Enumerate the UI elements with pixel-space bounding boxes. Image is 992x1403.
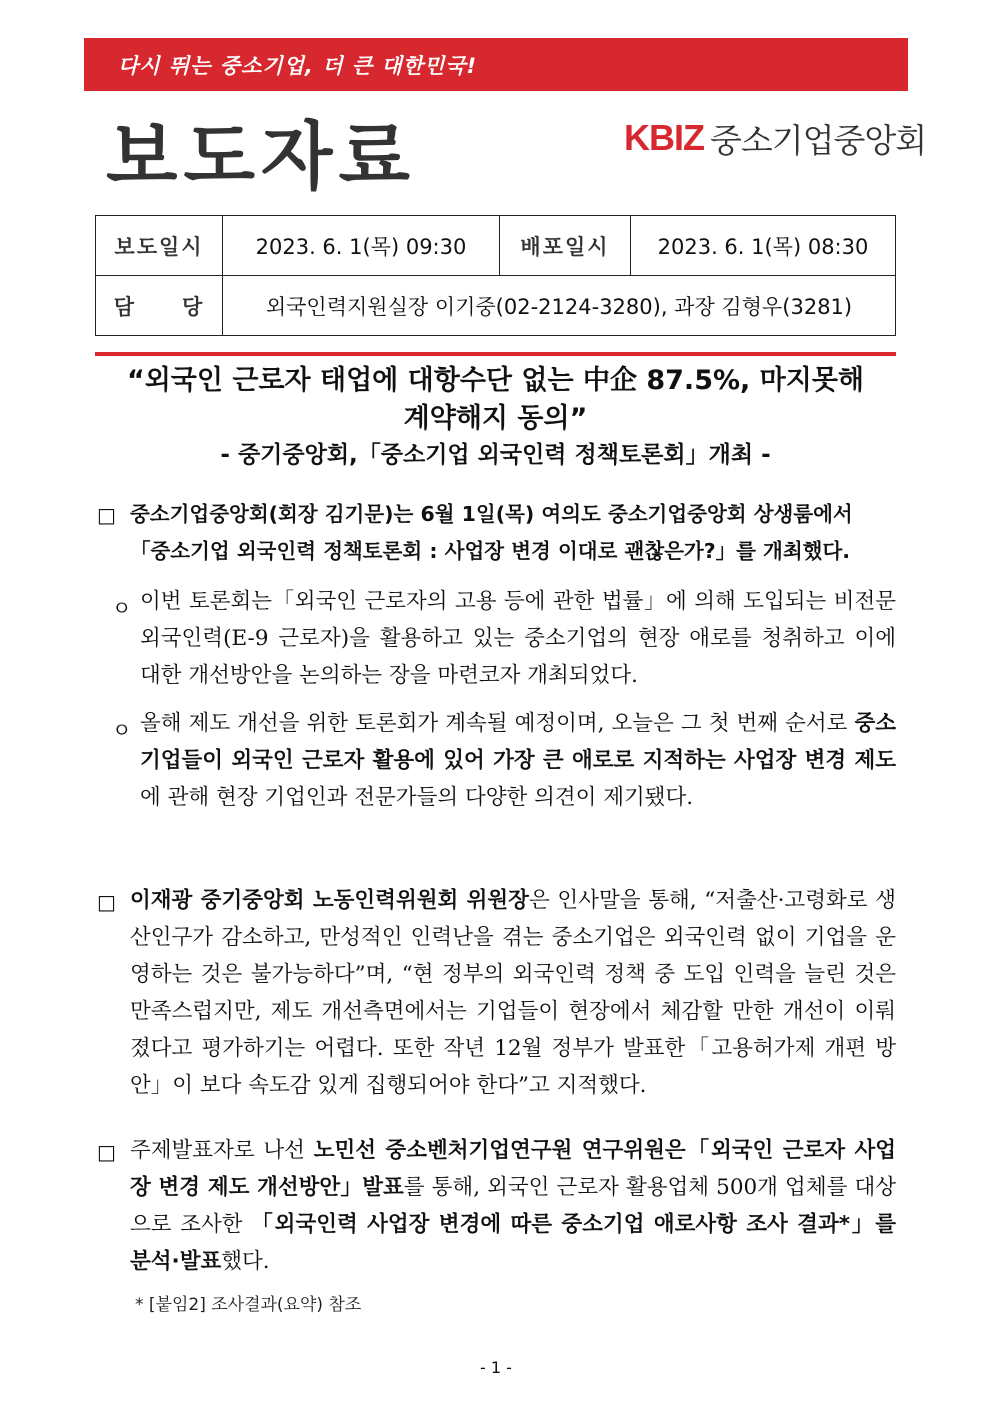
headline-line2: 계약해지 동의” xyxy=(403,403,588,434)
logo-brand: KBIZ xyxy=(624,117,704,158)
paragraph-3-bold-a: 노민선 중소벤처기업연구원 연구위원은「외국인 근로자 사업장 변경 제도 개선방안」발표 xyxy=(130,1138,896,1200)
press-date-label: 보도일시 xyxy=(96,216,223,276)
paragraph-1b-text-b: 에 관해 현장 기업인과 전문가들의 다양한 의견이 제기됐다. xyxy=(140,785,694,810)
circle-bullet-icon: ㅇ xyxy=(112,596,132,620)
paragraph-2-text: 은 인사말을 통해, “저출산·고령화로 생산인구가 감소하고, 만성적인 인력난을 겪는 중소기업은 외국인력 없이 기업을 운영하는 것은 불가능하다”며, “현 정부의 외국인력 정책 중 도입 인력을 늘린 것은 만족스럽지만, 제도 개선측면에서는 기업들이 현장에서 체감할 만한 개선이 이뤄졌다고 평가하기는 어렵다. 또한 작년 12월 정부가 발표한「고용허가제 개편 방안」이 보다 속도감 있게 집행되어야 한다”고 지적했다. xyxy=(130,888,896,1098)
paragraph-1b-text-a: 올해 제도 개선을 위한 토론회가 계속될 예정이며, 오늘은 그 첫 번째 순서로 xyxy=(140,711,855,736)
paragraph-3-text-a: 주제발표자로 나선 xyxy=(130,1138,314,1163)
headline-subtitle: - 중기중앙회,「중소기업 외국인력 정책토론회」개최 - xyxy=(220,442,771,468)
slogan-banner xyxy=(84,38,908,91)
headline-divider xyxy=(95,352,896,356)
paragraph-1-line-a: 중소기업중앙회(회장 김기문)는 6월 1일(목) 여의도 중소기업중앙회 상생룸에서 xyxy=(130,502,853,526)
paragraph-2 xyxy=(130,882,896,1104)
press-date-value: 2023. 6. 1(목) 09:30 xyxy=(223,216,500,276)
paragraph-3-text-c: 했다. xyxy=(221,1249,270,1274)
distribution-label: 배포일시 xyxy=(500,216,631,276)
paragraph-1 xyxy=(130,496,896,570)
paragraph-2-bold: 이재광 중기중앙회 노동인력위원회 위원장 xyxy=(130,888,529,913)
logo-name: 중소기업중앙회 xyxy=(710,120,927,160)
paragraph-1b-bold: 중소기업들이 외국인 근로자 활용에 있어 가장 큰 애로로 지적하는 사업장 변경 제도 xyxy=(140,711,896,773)
press-info-table xyxy=(95,215,896,336)
square-bullet-icon: □ xyxy=(97,503,116,527)
document-title: 보도자료 xyxy=(106,114,416,200)
footnote: * [붙임2] 조사결과(요약) 참조 xyxy=(135,1295,362,1315)
headline xyxy=(95,362,896,438)
headline-line1: “외국인 근로자 태업에 대항수단 없는 中企 87.5%, 마지못해 xyxy=(126,365,865,396)
slogan-text: 다시 뛰는 중소기업, 더 큰 대한민국! xyxy=(118,54,478,78)
contact-label: 담 당 xyxy=(96,276,223,336)
distribution-value: 2023. 6. 1(목) 08:30 xyxy=(631,216,896,276)
paragraph-1b xyxy=(140,705,896,816)
kbiz-logo xyxy=(624,118,926,158)
paragraph-3-text-b: 를 통해, 외국인 근로자 활용업체 500개 업체를 대상으로 조사한 xyxy=(130,1175,897,1237)
paragraph-1a: 이번 토론회는「외국인 근로자의 고용 등에 관한 법률」에 의해 도입되는 비전문 외국인력(E-9 근로자)을 활용하고 있는 중소기업의 현장 애로를 청취하고 이에 대한 개선방안을 논의하는 장을 마련코자 개최되었다. xyxy=(140,589,896,688)
page-number: - 1 - xyxy=(480,1358,512,1377)
square-bullet-icon: □ xyxy=(97,890,116,914)
paragraph-3 xyxy=(130,1132,896,1280)
contact-value: 외국인력지원실장 이기중(02-2124-3280), 과장 김형우(3281) xyxy=(223,276,896,336)
circle-bullet-icon: ㅇ xyxy=(112,718,132,742)
square-bullet-icon: □ xyxy=(97,1140,116,1164)
paragraph-3-bold-b: 「외국인력 사업장 변경에 따른 중소기업 애로사항 조사 결과*」를 분석·발표 xyxy=(130,1212,897,1274)
paragraph-1-line-b: 「중소기업 외국인력 정책토론회 : 사업장 변경 이대로 괜찮은가?」를 개최했다. xyxy=(130,539,851,563)
